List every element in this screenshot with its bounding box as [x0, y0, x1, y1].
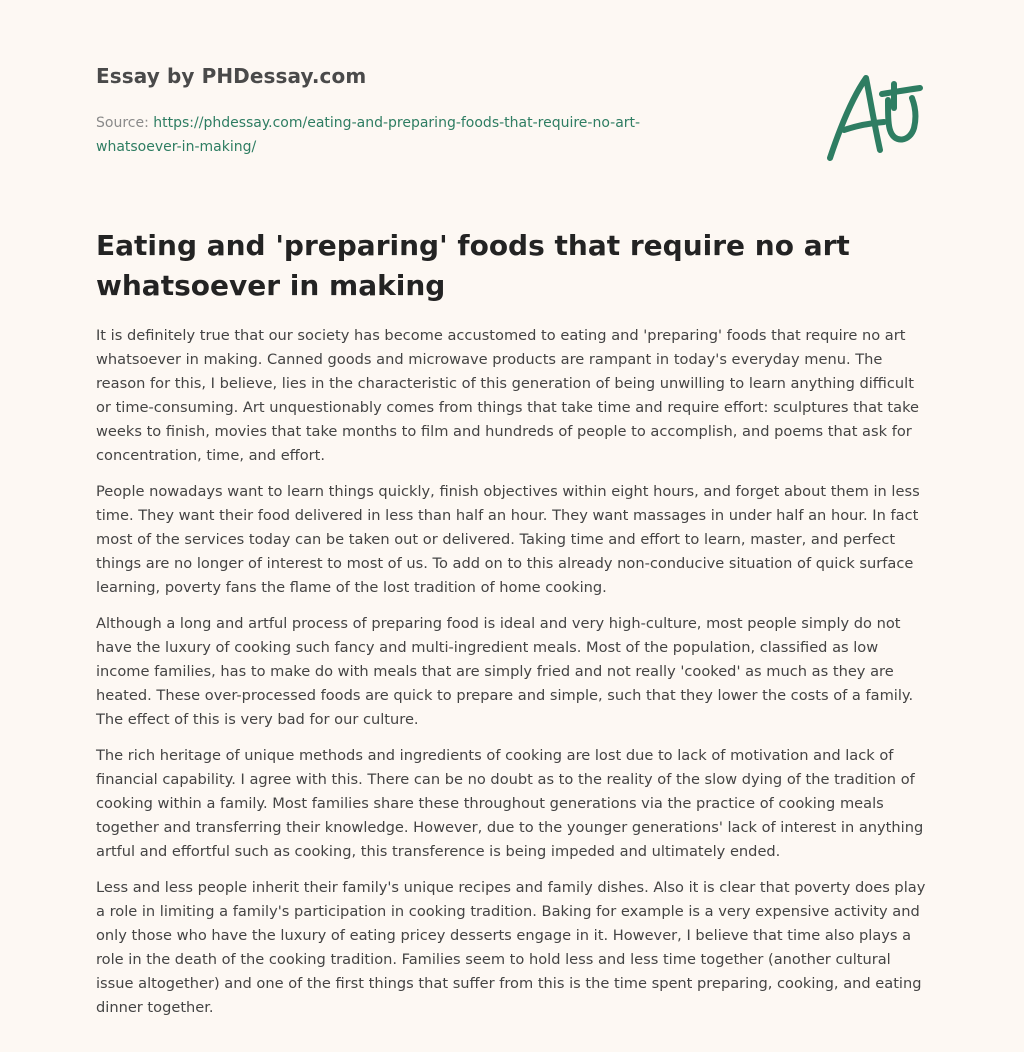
- essay-paragraph: Although a long and artful process of preparing food is ideal and very high-culture, most people simply do not have the luxury of cooking such fancy and multi-ingredient meals. Most of the population, classified as low income families, has to make do with meals that are simply fried and not really 'cooked' as much as they are heated. These over-processed foods are quick to prepare and simple, such that they lower the costs of a family. The effect of this is very bad for our culture.: [96, 615, 914, 728]
- site-title: Essay by PHDessay.com: [96, 64, 367, 88]
- essay-paragraph: People nowadays want to learn things quickly, finish objectives within eight hours, and forget about them in less time. They want their food delivered in less than half an hour. They want massages in under half an hour. In fact most of the services today can be taken out or delivered. Taking time and effort to learn, master, and perfect things are no longer of interest to most of us. To add on to this already non-conducive situation of quick surface learning, poverty fans the flame of the lost tradition of home cooking.: [96, 483, 920, 596]
- essay-paragraph: It is definitely true that our society has become accustomed to eating and 'preparing' foods that require no art whatsoever in making. Canned goods and microwave products are rampant in today's everyday menu. The reason for this, I believe, lies in the characteristic of this generation of being unwilling to learn anything difficult or time-consuming. Art unquestionably comes from things that take time and require effort: sculptures that take weeks to finish, movies that take months to film and hundreds of people to accomplish, and poems that ask for concentration, time, and effort.: [96, 327, 919, 464]
- source-label: Source:: [96, 115, 149, 131]
- essay-title: Eating and 'preparing' foods that require no art whatsoever in making: [96, 229, 850, 302]
- source-link[interactable]: https://phdessay.com/eating-and-preparing-foods-that-require-no-art-whatsoever-in-making/: [96, 115, 641, 155]
- essay-body: [96, 324, 930, 1032]
- essay-paragraph: The rich heritage of unique methods and ingredients of cooking are lost due to lack of motivation and lack of financial capability. I agree with this. There can be no doubt as to the reality of the slow dying of the tradition of cooking within a family. Most families share these throughout generations via the practice of cooking meals together and transferring their knowledge. However, due to the younger generations' lack of interest in anything artful and effortful such as cooking, this transference is being impeded and ultimately ended.: [96, 747, 924, 860]
- essay-paragraph: Less and less people inherit their family's unique recipes and family dishes. Also it is clear that poverty does play a role in limiting a family's participation in cooking tradition. Baking for example is a very expensive activity and only those who have the luxury of eating pricey desserts engage in it. However, I believe that time also plays a role in the death of the cooking tradition. Families seem to hold less and less time together (another cultural issue altogether) and one of the first things that suffer from this is the time spent preparing, cooking, and eating dinner together.: [96, 879, 926, 1016]
- a-plus-grade-icon: [822, 68, 930, 164]
- source-line: [96, 111, 716, 159]
